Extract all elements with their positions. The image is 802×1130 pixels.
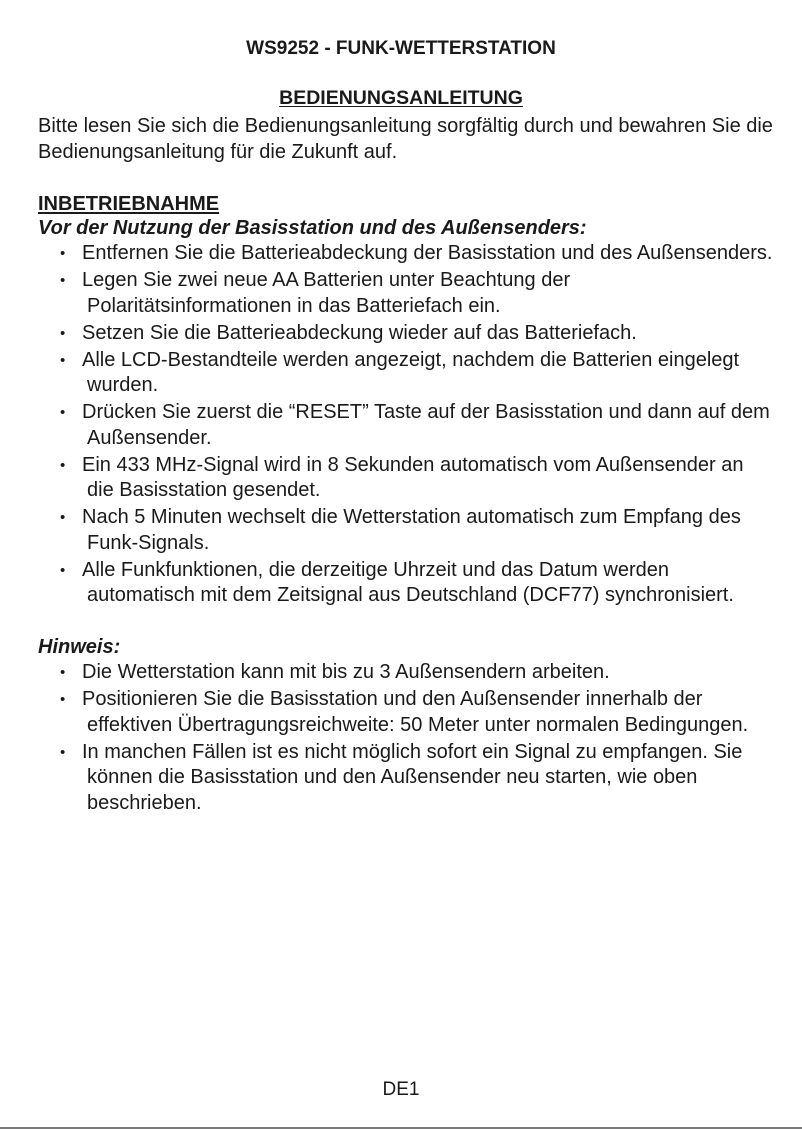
bullet-icon: • <box>60 509 66 526</box>
document-body <box>38 114 773 818</box>
list-item <box>38 400 773 451</box>
bullet-icon: • <box>60 743 66 761</box>
manual-heading-text: BEDIENUNGSANLEITUNG <box>279 87 523 109</box>
section-spacer <box>38 610 773 635</box>
list-item <box>38 321 773 347</box>
bullet-icon: • <box>60 404 66 421</box>
list-item-text: Nach 5 Minuten wechselt die Wetterstation automatisch zum Empfang des Funk-Signals. <box>82 506 741 554</box>
bullet-icon: • <box>60 324 66 342</box>
setup-subheading: Vor der Nutzung der Basisstation und des Außensenders: <box>38 217 587 239</box>
list-item-text: Entfernen Sie die Batterieabdeckung der Basisstation und des Außensenders. <box>82 242 773 264</box>
list-item-text: Ein 433 MHz-Signal wird in 8 Sekunden automatisch vom Außensender an die Basisstation gesendet. <box>82 453 744 501</box>
document-title: WS9252 - FUNK-WETTERSTATION <box>246 38 556 59</box>
page-number: DE1 <box>382 1079 420 1100</box>
list-item <box>38 558 773 609</box>
note-heading: Hinweis: <box>38 636 121 658</box>
note-list <box>38 660 773 816</box>
list-item <box>38 348 773 399</box>
bullet-icon: • <box>60 691 66 708</box>
setup-heading: INBETRIEBNAHME <box>38 193 220 215</box>
manual-heading <box>0 86 802 110</box>
bullet-icon: • <box>60 351 66 369</box>
list-item-text: Drücken Sie zuerst die “RESET” Taste auf der Basisstation und dann auf dem Außensender. <box>82 401 770 449</box>
list-item <box>38 453 773 504</box>
setup-list <box>38 241 773 609</box>
list-item <box>38 687 773 738</box>
list-item <box>38 241 773 267</box>
list-item <box>38 505 773 556</box>
list-item <box>38 268 773 319</box>
list-item-text: Die Wetterstation kann mit bis zu 3 Außensendern arbeiten. <box>82 661 610 683</box>
bullet-icon: • <box>60 664 66 681</box>
list-item-text: Positionieren Sie die Basisstation und den Außensender innerhalb der effektiven Übertragungsreichweite: 50 Meter unter normalen Bedingungen. <box>82 688 749 736</box>
bullet-icon: • <box>60 561 66 579</box>
list-item-text: In manchen Fällen ist es nicht möglich sofort ein Signal zu empfangen. Sie können die Basisstation und den Außensender neu starten, wie oben beschrieben. <box>82 740 743 814</box>
intro-paragraph: Bitte lesen Sie sich die Bedienungsanleitung sorgfältig durch und bewahren Sie die Bedienungsanleitung für die Zukunft auf. <box>38 115 773 163</box>
list-item-text: Alle Funkfunktionen, die derzeitige Uhrzeit und das Datum werden automatisch mit dem Zeitsignal aus Deutschland (DCF77) synchronisiert. <box>82 558 734 606</box>
bullet-icon: • <box>60 456 66 474</box>
list-item-text: Legen Sie zwei neue AA Batterien unter Beachtung der Polaritätsinformationen in das Batteriefach ein. <box>82 269 571 317</box>
list-item-text: Alle LCD-Bestandteile werden angezeigt, nachdem die Batterien eingelegt wurden. <box>82 348 740 396</box>
page-bottom-divider <box>0 1127 802 1129</box>
bullet-icon: • <box>60 245 66 262</box>
list-item <box>38 660 773 686</box>
list-item <box>38 740 773 817</box>
bullet-icon: • <box>60 272 66 289</box>
setup-section <box>38 192 773 609</box>
list-item-text: Setzen Sie die Batterieabdeckung wieder auf das Batteriefach. <box>82 321 637 344</box>
note-section <box>38 635 773 816</box>
